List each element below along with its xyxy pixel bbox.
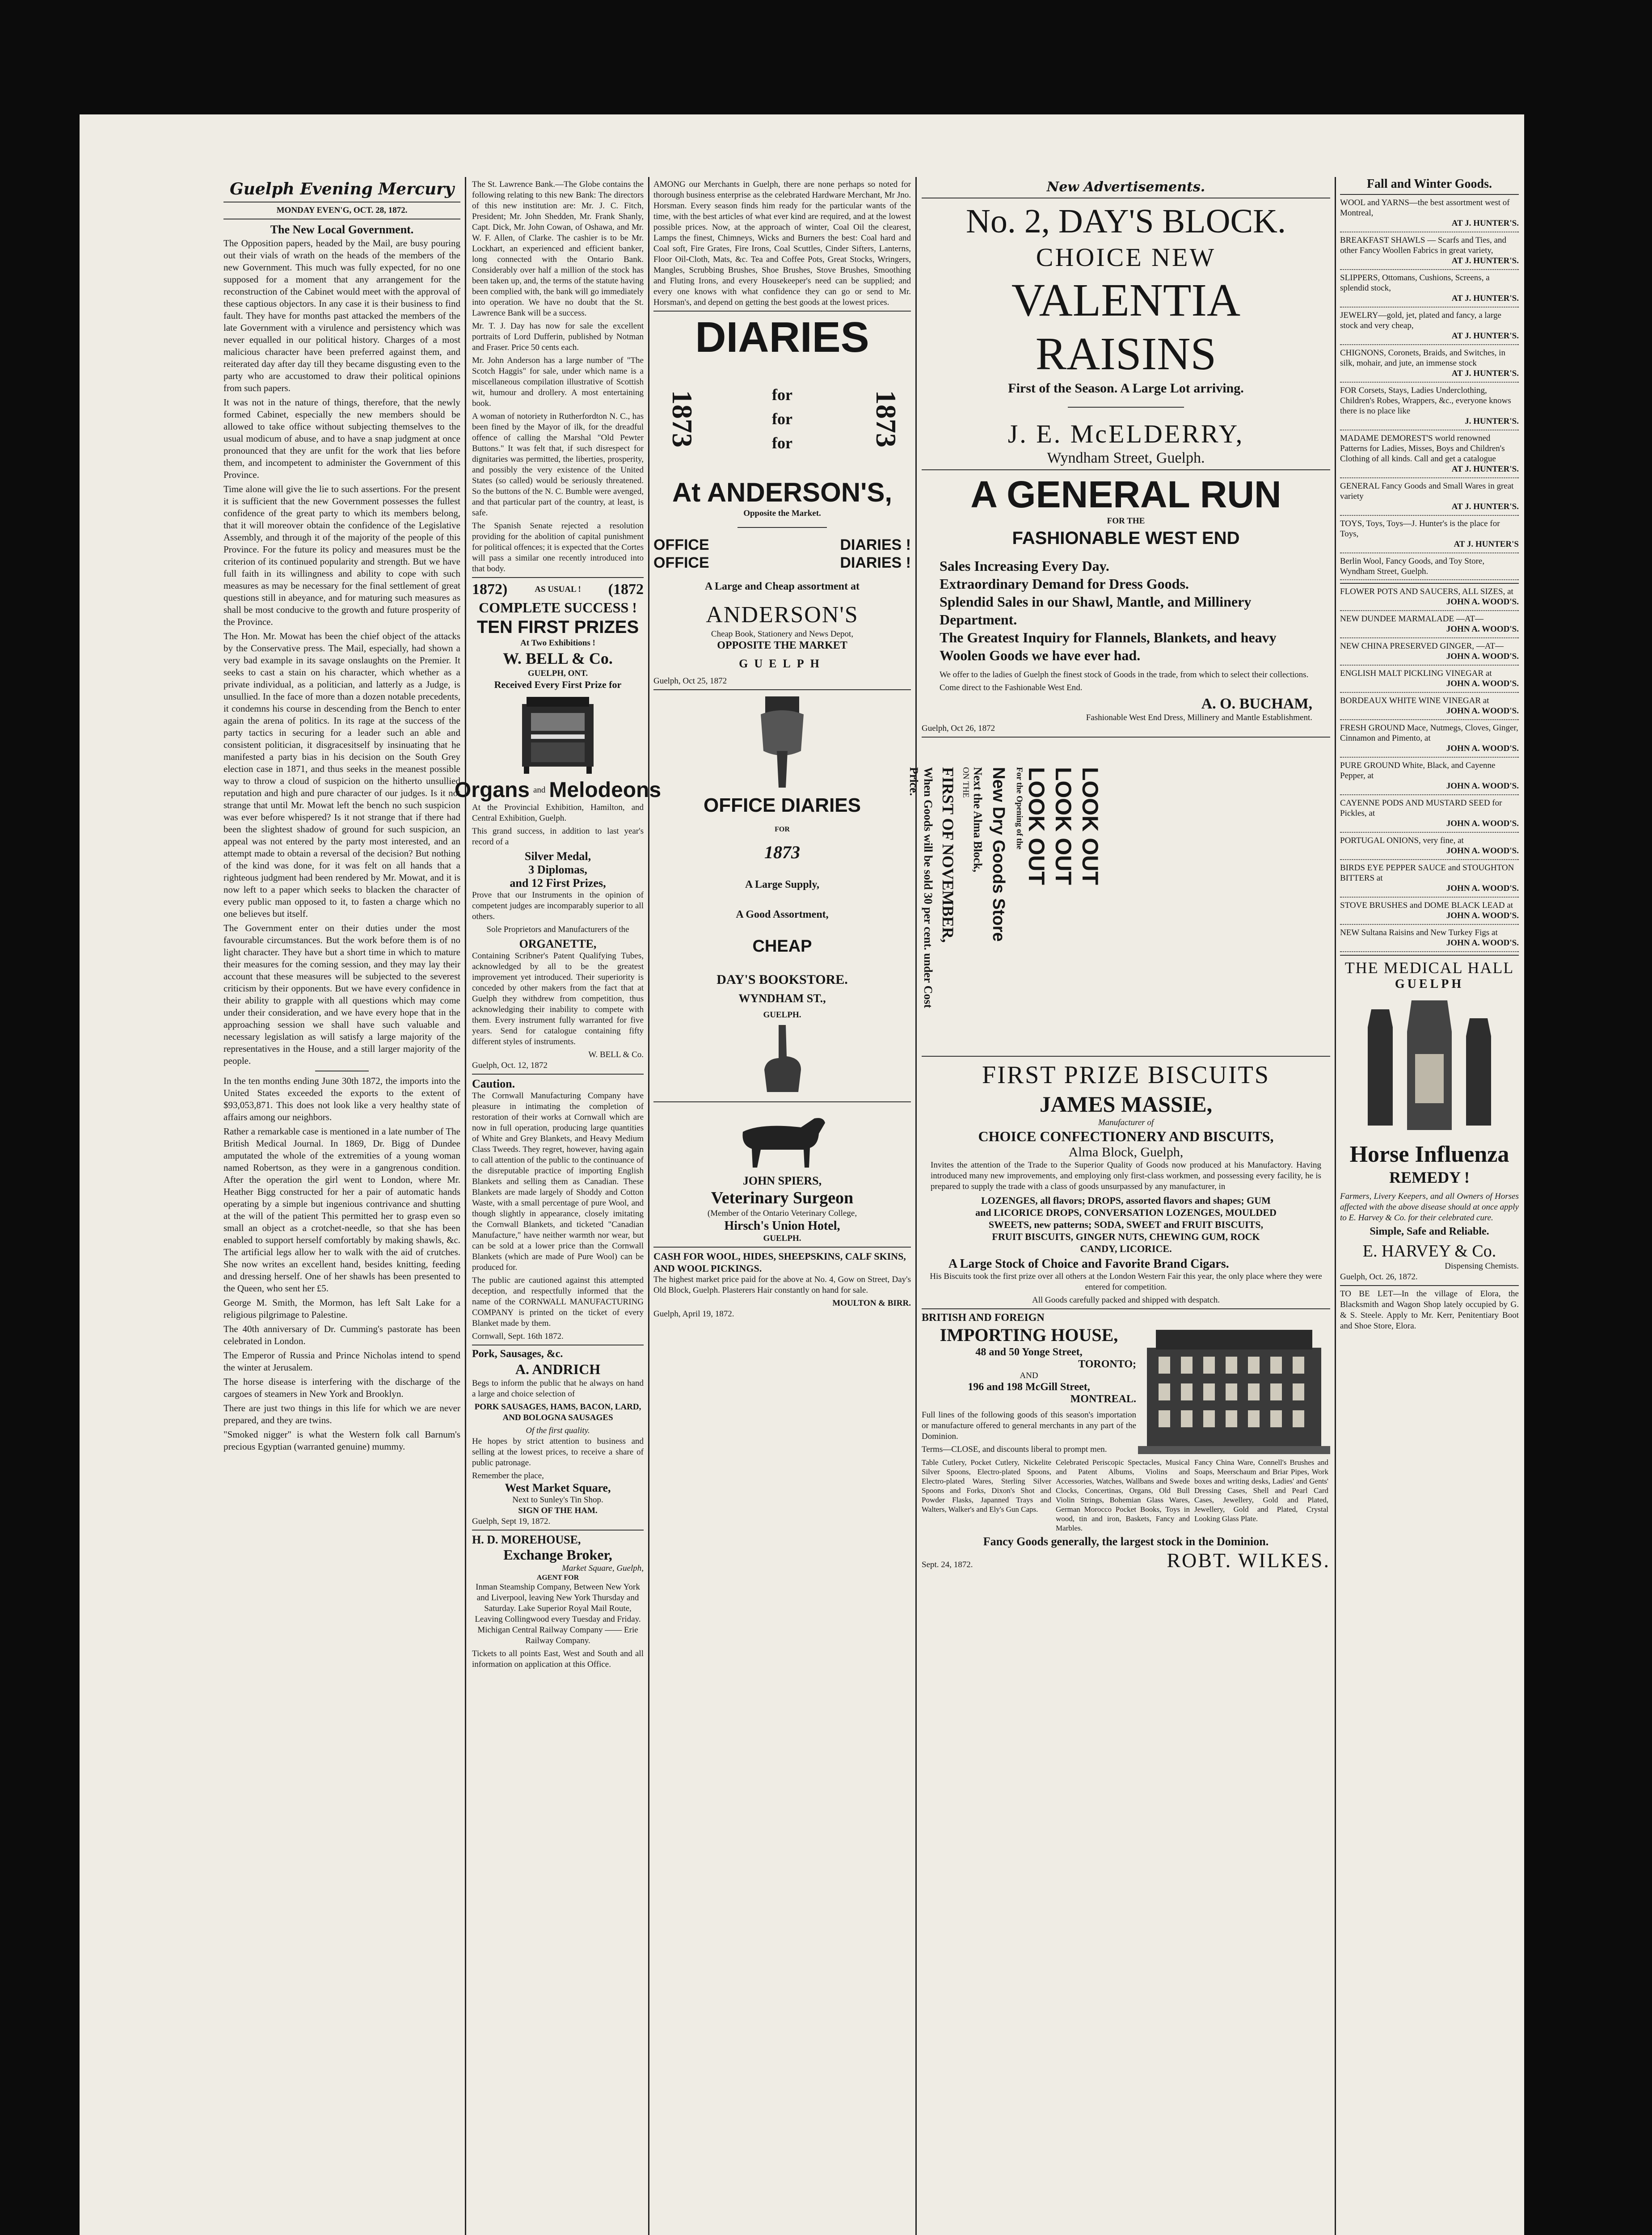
wood-item [1340,668,1519,693]
wood-item-seller: JOHN A. WOOD'S. [1446,652,1519,661]
medical-guelph: GUELPH [1395,977,1464,991]
andrich-hopes: He hopes by strict attention to business and selling at the lowest prices, to receive a share of public patronage. [472,1437,644,1468]
wilkes-toronto: TORONTO; [1078,1358,1136,1370]
hunter-heading: Fall and Winter Goods. [1366,177,1492,191]
wood-item-text: FRESH GROUND Mace, Nutmegs, Cloves, Ginger, Cinnamon and Pimento, at [1340,723,1518,743]
wood-item-text: BIRDS EYE PEPPER SAUCE and STOUGHTON BITTERS at [1340,863,1514,883]
diaries-year-right: 1873 [870,390,902,447]
wilkes-goods-1: Table Cutlery, Pocket Cutlery, Nickelite Silver Spoons, Electro-plated Spoons, Electro-plated Wares, Sterling Silver Spoons and Forks, Dixon's Shot and Powder Flasks, Japanned Trays and Walters, Walker's and Ely's Gun Caps. [922,1458,1051,1514]
article-paragraph: It was not in the nature of things, therefore, that the newly formed Cabinet, especially the new members should be allowed to take office without subjecting themselves to the usual modicum of abuse, and to have a snap judgment at once pronounced that they are unfit for the work that lies before them, and incompetent to administer the Government of this Province. [223,397,460,480]
hunter-item-text: SLIPPERS, Ottomans, Cushions, Screens, a splendid stock, [1340,273,1490,293]
ad-bell-organs [454,581,662,1071]
spiers-name: JOHN SPIERS, [742,1174,822,1187]
office-word: OFFICE [653,536,709,553]
column-editorial [223,179,460,2235]
wood-item [1340,586,1519,611]
ad-bucham-west-end [922,473,1330,734]
morehouse-title: Exchange Broker, [503,1547,612,1563]
ad-spiers-veterinary [653,1105,911,1244]
news-item: The 40th anniversary of Dr. Cumming's pastorate has been celebrated in London. [223,1324,460,1346]
massie-conf: CHOICE CONFECTIONERY AND BISCUITS, [978,1128,1274,1144]
first-of-november: FIRST OF NOVEMBER, [939,767,957,943]
cash-date: Guelph, April 19, 1872. [653,1309,734,1319]
harvey-name: E. HARVEY & Co. [1362,1242,1496,1261]
hunter-item [1340,235,1519,270]
wilkes-and: AND [1020,1371,1038,1380]
wood-item-seller: JOHN A. WOOD'S. [1446,846,1519,856]
days-bookstore: DAY'S BOOKSTORE. [716,972,848,987]
new-ads-heading: New Advertisements. [1046,179,1205,195]
lookout-when: When Goods will be sold 30 per cent. under Cost Price. [907,767,935,1008]
horse-illustration [653,1105,911,1172]
bucham-name: A. O. BUCHAM, [1201,696,1312,712]
mcelderry-street: Wyndham Street, Guelph. [1047,450,1205,466]
hunter-list [1340,198,1519,580]
bell-proves: Prove that our Instruments in the opinion of competent judges are incomparably superior to all others. [472,890,644,921]
wood-item-text: ENGLISH MALT PICKLING VINEGAR at [1340,669,1492,678]
bell-grand: This grand success, in addition to last year's record of a [472,827,644,847]
spiers-title: Veterinary Surgeon [711,1189,854,1207]
column-stationery-ads [653,179,911,2235]
wood-item-seller: JOHN A. WOOD'S. [1446,624,1519,634]
wood-item-seller: JOHN A. WOOD'S. [1446,884,1519,893]
hunter-item-text: MADAME DEMOREST'S world renowned Patterns for Ladies, Misses, Boys and Children's Clothing of all kinds. Call and get a catalogue [1340,434,1505,464]
wilkes-date: Sept. 24, 1872. [922,1560,973,1569]
column-new-advertisements [907,179,1330,2235]
horse-influenza: Horse Influenza [1349,1142,1509,1167]
spiers-hotel: Hirsch's Union Hotel, [724,1219,840,1233]
column-shop-notices [1340,177,1519,2235]
harvey-date: Guelph, Oct. 26, 1872. [1340,1272,1418,1282]
hunter-item-text: JEWELRY—gold, jet, plated and fancy, a large stock and very cheap, [1340,311,1501,330]
bucham-line: The Greatest Inquiry for Flannels, Blankets, and heavy Woolen Goods we have ever had. [940,629,1277,663]
news-item: Mr. T. J. Day has now for sale the excellent portraits of Lord Dufferin, published by Notman and Fraser. Price 50 cents each. [472,321,644,352]
wood-item [1340,614,1519,638]
wilkes-terms: Terms—CLOSE, and discounts liberal to prompt men. [922,1445,1107,1454]
article-heading: The New Local Government. [270,223,414,236]
wood-item [1340,835,1519,860]
ad-days-bookstore [653,693,911,1099]
wood-item-seller: JOHN A. WOOD'S. [1446,597,1519,607]
andrich-begs: Begs to inform the public that he always on hand a large and choice selection of [472,1379,644,1399]
hunter-item [1340,348,1519,383]
ad-medical-hall [1340,958,1519,1282]
bucham-line: Extraordinary Demand for Dress Goods. [940,576,1189,592]
anderson-name: ANDERSON'S [706,602,859,628]
wood-item-text: STOVE BRUSHES and DOME BLACK LEAD at [1340,901,1513,910]
wilkes-goods-3: Fancy China Ware, Connell's Brushes and Soaps, Meerschaum and Briar Pipes, Work boxes and writing desks, Ladies' and Gents' Dressing Cases, Shell and Pearl Card Cases, Jewellery, Gold and Plated, Jewellery, Gold and Plated, Crystal Looking Glass Plate. [1194,1458,1328,1523]
massie-alma: Alma Block, Guelph, [1068,1145,1184,1160]
wood-item-seller: JOHN A. WOOD'S. [1446,744,1519,753]
lookout-alma: Next the Alma Block, [971,767,984,873]
hunter-item-text: CHIGNONS, Coronets, Braids, and Switches, in silk, mohair, and jute, an immense stock [1340,348,1505,368]
wood-item [1340,863,1519,898]
article-paragraph: The Hon. Mr. Mowat has been the chief object of the attacks by the Conservative press. The Mail, especially, had shown a very bad example in its savage onslaughts on the Premier. It seeks to cast a stain on his character, which whether as a private individual, as a politician, and latterly as a Judge, is unsullied. In the face of more than a dozen notable precedents, it condemns his course in descending from the Bench to enter again the arena of politics. In its rage at the success of the party tactics in securing for a leader such an able and consistent politician, it disgracesitself by insinuating that he manifested a party bias in his decision on the South Grey election case in 1871, and thus seeks in the meanest possible way to throw a cloud of suspicion on the hitherto unsullied reputation and high and pure character of our judges. Is it not strange that until Mr. Mowat left the bench no such suspicion was ever before whispered? Is it not strange that if there had been the slightest shadow of ground for such suspicion, an appeal was not entered by the party most interested, and an attempt made to obtain a reversal of the decision? But nothing of the kind was done, for it was felt on all hands that a righteous judgment had been rendered by Mr. Mowat, and it is now left to a paper which seeks to blacken the character of every public man opposed to it, to fasten a charge which no one believes but itself. [223,631,460,919]
bell-and: and [533,785,546,795]
morehouse-lines: Inman Steamship Company, Between New York and Liverpool, leaving New York Thursday and Saturday. Lake Superior Royal Mail Route, Leaving Collingwood every Tuesday and Friday. Michigan Central Railway Company —— Erie Railway Company. [475,1582,641,1645]
ad-wilkes-importing [922,1312,1330,1572]
days-supply: A Large Supply, [745,879,820,890]
diaries-word: DIARIES ! [840,536,911,553]
wood-item [1340,641,1519,666]
bell-received: Received Every First Prize for [494,679,622,690]
column-rule [648,177,649,2235]
andrich-items: PORK SAUSAGES, HAMS, BACON, LARD, AND BOLOGNA SAUSAGES [474,1402,641,1422]
wood-item-text: CAYENNE PODS AND MUSTARD SEED for Pickles, at [1340,798,1502,818]
ad-diaries-anderson [653,314,911,687]
hunter-item [1340,310,1519,345]
massie-name: JAMES MASSIE, [1039,1092,1213,1117]
anderson-at: At ANDERSON'S, [672,477,893,507]
wood-item-seller: JOHN A. WOOD'S. [1446,781,1519,791]
massie-cigars: A Large Stock of Choice and Favorite Brand Cigars. [948,1257,1229,1271]
wilkes-montreal: MONTREAL. [1070,1393,1136,1405]
hunter-item-text: TOYS, Toys, Toys—J. Hunter's is the place for Toys, [1340,519,1500,539]
massie-took: His Biscuits took the first prize over all others at the London Western Fair this year, the only place where they were entered for competition. [930,1272,1322,1292]
days-cheap: CHEAP [752,937,812,956]
bell-exhibition-text: At the Provincial Exhibition, Hamilton, and Central Exhibition, Guelph. [472,803,644,823]
column-rule [915,177,917,2235]
medicine-bottles-illustration [1340,991,1519,1139]
caution-body2: The public are cautioned against this attempted deception, and respectfully informed that the name of the CORNWALL MANUFACTURING COMPANY is printed on the ticket of every Blanket made by them. [472,1276,644,1328]
hunter-item-seller: AT J. HUNTER'S. [1451,294,1519,303]
news-item: Rather a remarkable case is mentioned in a late number of The British Medical Journal. In 1869, Dr. Bigg of Dundee amputated the whole of the extremities of a young woman named Robertson, as they were in a gangrenous condition. After the operation the girl went to London, where Mr. Heather Bigg constructed for her a pair of automatic hands operating by a simple but ingenious contrivance and shutting at the will of the patient This permitted her to grasp even so small an object as a crotchet-needle, so that she has been enabled to support herself comfortably by making shawls, &c. The artificial legs allow her to walk with the aid of crutches. She now writes an excellent hand, besides knitting, feeding and dressing herself. One of her shawls has been presented to the Queen, who sent her £5. [223,1126,460,1294]
hunter-item [1340,198,1519,232]
mcelderry-name: J. E. McELDERRY, [1007,419,1244,448]
horse-farmers: Farmers, Livery Keepers, and all Owners of Horses affected with the above disease should at once apply to E. Harvey & Co. for their celebrated cure. [1340,1192,1519,1223]
ad-cash-for-wool [653,1250,911,1320]
andrich-name: A. ANDRICH [515,1361,601,1377]
hunter-item [1340,556,1519,580]
wood-list [1340,586,1519,952]
bucham-come: Come direct to the Fashionable West End. [940,683,1083,692]
ad-massie-biscuits [922,1059,1330,1306]
office-diaries-for: FOR [775,826,790,833]
news-item: In the ten months ending June 30th 1872, the imports into the United States exceeded the exports to the extent of $93,053,871. This does not look like a very healthy state of affairs among our neighbors. [223,1075,460,1122]
hunter-item-seller: AT J. HUNTER'S. [1451,256,1519,266]
wilkes-goods-2: Celebrated Periscopic Spectacles, Musical and Patent Albums, Violins and Accessories, Watches, Wallbans and Swede Clocks, Concertinas, Organs, Old Bull Violin Strings, Bohemian Glass Wares, German Morocco Pocket Books, Toys in wood, tin and iron, Baskets, Fancy and Marbles. [1056,1458,1190,1532]
lookout-on-the: ON THE [961,767,970,798]
andrich-date: Guelph, Sept 19, 1872. [472,1517,551,1526]
bell-sole: Sole Proprietors and Manufacturers of the [486,925,629,934]
news-item: A woman of notoriety in Rutherfordton N. C., has been fined by the Mayor of ilk, for the dreadful offence of calling the Marshal "Old Pewter Buttons." It was felt that, if such disrespect for dignitaries was permitted, the liberties, prosperity, and possibly the very existence of the United States (so called) would be seriously threatened. So the buttons of the N. C. Bumble were avenged, and that particular part of the country, at least, is safe. [472,412,644,518]
wood-item [1340,723,1519,758]
column-rule [465,177,466,2235]
wood-item [1340,928,1519,952]
bell-melodeons: Melodeons [549,778,662,802]
news-item: The Spanish Senate rejected a resolution providing for the abolition of capital punishment for political offences; it is expected that the Cortes will pass a similar one recently introduced into that body. [472,521,644,574]
spiers-member: (Member of the Ontario Veterinary College, [707,1209,857,1218]
bell-success: COMPLETE SUCCESS ! [479,599,637,616]
building-illustration [1138,1316,1330,1459]
masthead-dateline: MONDAY EVEN'G, OCT. 28, 1872. [276,206,408,215]
massie-lozenges: LOZENGES, all flavors; DROPS, assorted flavors and shapes; GUM and LICORICE DROPS, CONVERSATION LOZENGES, MOULDED SWEETS, new patterns; SODA, SWEET and FRUIT BISCUITS, FRUIT BISCUITS, GINGER NUTS, CHEWING GUM, ROCK CANDY, LICORICE. [975,1195,1277,1254]
hunter-item-seller: J. HUNTER'S. [1465,417,1519,426]
days-guelph: GUELPH. [763,1010,801,1020]
lookout-opening: For the Opening of the [1015,767,1024,850]
office-diaries: OFFICE DIARIES [703,794,861,816]
caution-head: Caution. [472,1077,515,1090]
choice-new: CHOICE NEW [1036,243,1216,272]
horse-simple: Simple, Safe and Reliable. [1370,1226,1489,1237]
column-news-ads [454,179,662,2235]
bell-prizes: TEN FIRST PRIZES [476,617,639,637]
wilkes-importing: IMPORTING HOUSE, [940,1325,1118,1345]
bell-sign: W. BELL & Co. [588,1050,644,1059]
wilkes-yonge: 48 and 50 Yonge Street, [975,1346,1083,1358]
bucham-establishment: Fashionable West End Dress, Millinery and Mantle Establishment. [1086,713,1312,722]
hunter-item [1340,481,1519,516]
wilkes-british: BRITISH AND FOREIGN [922,1312,1045,1324]
wilkes-fancy: Fancy Goods generally, the largest stock in the Dominion. [983,1535,1269,1548]
new-dry-goods-store: New Dry Goods Store [989,767,1008,942]
anderson-large: A Large and Cheap assortment at [705,581,860,592]
hunter-item [1340,519,1519,553]
news-item: The St. Lawrence Bank.—The Globe contains the following relating to this new Bank: The directors of this new institution are: Mr. J. C. Fitch, President; Mr. John Shedden, Mr. Frank Shanly, Capt. Dick, Mr. John Cowan, of Oshawa, and Mr. W. F. Allen, of Clarke. The cashier is to be Mr. Lockhart, an experienced and efficient banker, long connected with the Ontario Bank. Considerably over half a million of the stock has been taken up, and, the terms of the statute having been complied with, the bank will go immediately into operation. We have no doubt that the St. Lawrence Bank will be a success. [472,180,644,318]
masthead-title: Guelph Evening Mercury [229,180,455,198]
days-wyndham: WYNDHAM ST., [738,992,826,1005]
diaries-heading: DIARIES [695,313,869,361]
diaries-for: for [772,434,792,452]
wood-item-text: FLOWER POTS AND SAUCERS, ALL SIZES, at [1340,587,1513,596]
andrich-remember: Remember the place, [472,1471,544,1480]
bell-organette: ORGANETTE, [519,937,597,950]
wilkes-name: ROBT. WILKES. [1167,1549,1330,1572]
anderson-cheap: Cheap Book, Stationery and News Depot, [711,629,854,639]
bell-silver: Silver Medal, [524,850,591,863]
raisins-first: First of the Season. A Large Lot arriving. [1008,381,1244,396]
ad-mcelderry-raisins [922,201,1330,467]
bucham-date: Guelph, Oct 26, 1872 [922,724,995,733]
bell-name: W. BELL & Co. [503,649,613,667]
column-rule [1335,177,1336,2235]
andrich-head: Pork, Sausages, &c. [472,1348,563,1360]
newspaper-page [80,114,1524,2235]
wood-item-text: BORDEAUX WHITE WINE VINEGAR at [1340,696,1489,705]
lookout-1: LOOK OUT [1078,767,1103,885]
horse-remedy: REMEDY ! [1389,1168,1470,1186]
bell-exhibitions: At Two Exhibitions ! [520,638,595,648]
andrich-place: West Market Square, [505,1481,611,1494]
days-block: No. 2, DAY'S BLOCK. [965,202,1286,240]
wood-item [1340,900,1519,925]
caution-date: Cornwall, Sept. 16th 1872. [472,1332,564,1341]
office-word: OFFICE [653,554,709,571]
morehouse-agent: AGENT FOR [536,1574,579,1581]
bell-scribner: Containing Scribner's Patent Qualifying Tubes, acknowledged by all to be the greatest improvement yet introduced. Their superiority is conceded by other makers from the fact that at Guelph they withdrew from competition, thus acknowledging their inability to compete with them. Every instrument fully warranted for five years. Send for catalogue containing fifty different styles of instruments. [472,951,644,1046]
cash-sign: MOULTON & BIRR. [832,1299,911,1308]
anderson-date: Guelph, Oct 25, 1872 [653,676,727,686]
news-item: Mr. John Anderson has a large number of "The Scotch Haggis" for sale, under which name is a miscellaneous compilation illustrative of Scottish wit, humour and drollery. A most entertaining book. [472,356,644,408]
wood-item-seller: JOHN A. WOOD'S. [1446,819,1519,828]
hunter-item-text: Berlin Wool, Fancy Goods, and Toy Store, Wyndham Street, Guelph. [1340,557,1485,576]
news-item: There are just two things in this life for which we are never prepared, and they are twins. [223,1403,460,1425]
morehouse-loc: Market Square, Guelph, [562,1564,644,1573]
bell-date: Guelph, Oct. 12, 1872 [472,1061,548,1070]
to-be-let: TO BE LET—In the village of Elora, the Blacksmith and Wagon Shop lately occupied by G. & S. Steele. Apply to Mr. Kerr, Penitentiary Boot and Shoe Store, Elora. [1340,1289,1519,1331]
general-run: A GENERAL RUN [970,473,1281,515]
diaries-for: for [772,386,792,404]
morehouse-name: H. D. MOREHOUSE, [472,1533,581,1546]
news-item: The horse disease is interfering with the discharge of the cargoes of steamers in New York and Brooklyn. [223,1376,460,1399]
morehouse-tickets: Tickets to all points East, West and South and all information on application at this Office. [472,1649,644,1669]
bell-as-usual: AS USUAL ! [535,585,581,594]
horsman-notice: AMONG our Merchants in Guelph, there are none perhaps so noted for thorough business enterprise as the celebrated Hardware Merchant, Mr Jno. Horsman. Every season finds him ready for the particular wants of the time, with the best articles of what ever kind are required, and at the lowest possible prices. Now, at the approach of winter, Coal Oil the clearest, Lamps the finest, Chimneys, Wicks and Burners the best: Coal hard and Coal soft, Fire Grates, Fire Irons, Coal Scuttles, Cinder Sifters, Lanterns, Floor Oil-Cloth, Mats, &c. Tea and Coffee Pots, Great Stocks, Wringers, Mangles, Scrubbing Brushes, Shoe Brushes, Stove Brushes, Smoothing and Fluting Irons, and every Housekeeper's need can be supplied; and every one knows with what confidence they can go or send to Mr. Horsman's, and depend on getting the best goods at the lowest prices. [653,180,911,307]
days-assort: A Good Assortment, [736,909,829,920]
hunter-item-text: BREAKFAST SHAWLS — Scarfs and Ties, and other Fancy Woollen Fabrics in great variety, [1340,236,1506,255]
hunter-item-text: FOR Corsets, Stays, Ladies Underclothing, Children's Robes, Wrappers, &c., everyone knows there is no place like [1340,386,1511,416]
wood-item-text: PURE GROUND White, Black, and Cayenne Pepper, at [1340,761,1496,780]
hunter-item-seller: AT J. HUNTER'S. [1451,219,1519,228]
hunter-item-text: GENERAL Fancy Goods and Small Wares in great variety [1340,481,1514,501]
wood-item-text: NEW Sultana Raisins and New Turkey Figs at [1340,928,1498,937]
first-prize-biscuits: FIRST PRIZE BISCUITS [982,1061,1270,1089]
medical-hall: THE MEDICAL HALL [1344,959,1514,977]
fashionable-west-end: FASHIONABLE WEST END [1012,528,1240,548]
hunter-item [1340,385,1519,430]
news-item: "Smoked nigger" is what the Western folk call Barnum's precious Egyptian (warranted genuine) mummy. [223,1429,460,1452]
bell-diplomas: 3 Diplomas, [528,863,587,876]
andrich-sign: SIGN OF THE HAM. [518,1506,598,1515]
bucham-line: Sales Increasing Every Day. [940,558,1109,574]
cash-head: CASH FOR WOOL, HIDES, SHEEPSKINS, CALF SKINS, AND WOOL PICKINGS. [653,1251,906,1274]
ad-morehouse [472,1533,644,1670]
bucham-line: Splendid Sales in our Shawl, Mantle, and Millinery Department. [940,594,1252,628]
andrich-next: Next to Sunley's Tin Shop. [512,1495,603,1505]
for-the: FOR THE [1107,516,1145,526]
anderson-opposite-market: OPPOSITE THE MARKET [717,640,847,651]
bell-year-right: (1872 [608,581,644,598]
hunter-item-seller: AT J. HUNTER'S. [1451,331,1519,341]
office-diaries-year: 1873 [764,842,800,862]
pointing-hand-icon [653,693,911,791]
hunter-item-seller: AT J. HUNTER'S. [1451,464,1519,474]
anderson-guelph: GUELPH [739,657,826,670]
wilkes-full: Full lines of the following goods of this season's importation or manufacture offered to general merchants in any part of the Dominion. [922,1410,1136,1441]
bucham-offer: We offer to the ladies of Guelph the finest stock of Goods in the trade, from which to select their collections. [940,670,1309,679]
news-item: The Emperor of Russia and Prince Nicholas intend to spend the winter at Jerusalem. [223,1350,460,1373]
hunter-item-seller: AT J. HUNTER'S. [1451,369,1519,378]
caution-body: The Cornwall Manufacturing Company have pleasure in intimating the completion of restoration of their works at Cornwall which are now in full operation, producing large quantities of White and Grey Blankets, and Heavy Medium Class Tweeds. They regret, however, having again to call attention of the public to the continuance of the disreputable practice of importing English Blankets and selling them as Canadian. These Blankets are made largely of Shoddy and Cotton Waste, with a small percentage of pure Wool, and though slightly in appearance, closely imitating the Cornwall Blankets, and ticketed "Canadian Manufacture," have neither warmth nor wear, but can be sold at a lower price than the Cornwall Blankets (which are made of Pure Wool) can be produced for. [472,1091,644,1272]
massie-invites: Invites the attention of the Trade to the Superior Quality of Goods now produced at his Manufactory. Having introduced many new improvements, and employing only first-class workmen, and possessing every facility, he is prepared to supply the trade with a class of goods unsurpassed by any manufacturer, in [931,1160,1321,1191]
wood-item-seller: JOHN A. WOOD'S. [1446,938,1519,948]
diaries-year-left: 1873 [666,390,698,447]
lookout-3: LOOK OUT [1024,767,1049,885]
wood-item-seller: JOHN A. WOOD'S. [1446,706,1519,716]
massie-mfr: Manufacturer of [1098,1118,1154,1127]
anderson-opposite: Opposite the Market. [743,509,821,518]
ad-cornwall-caution [472,1077,644,1342]
wood-item-text: NEW CHINA PRESERVED GINGER, —AT— [1340,641,1504,651]
ad-andrich [472,1348,644,1527]
pointing-hand-up-icon [653,1021,911,1096]
hunter-item-seller: AT J. HUNTER'S [1454,540,1519,549]
article-paragraph: The Government enter on their duties under the most favourable circumstances. But the work before them is of no light character. They have but a short time in which to mature their measures for the coming session, and they may lay their account that these measures will be subjected to the severest criticism by their opponents. But we have every confidence in their ability to grapple with all questions which may come under their consideration, and we have every hope that in the approaching session we shall have such valuable and necessary legislation as will satisfy a large majority of the representatives in the House, and a still larger majority of the people. [223,923,460,1066]
ad-lookout-dry-goods [907,740,1330,1053]
wood-item-seller: JOHN A. WOOD'S. [1446,679,1519,688]
wood-item-text: NEW DUNDEE MARMALADE —AT— [1340,614,1484,624]
cash-body: The highest market price paid for the above at No. 4, Gow on Street, Day's Old Block, Guelph. Plasterers Hair constantly on hand for sale. [653,1275,911,1295]
diaries-word: DIARIES ! [840,554,911,571]
bell-twelve: and 12 First Prizes, [510,877,606,890]
bell-organs: Organs [454,778,530,802]
massie-orders: All Goods carefully packed and shipped with despatch. [1032,1295,1220,1305]
wood-item [1340,696,1519,720]
article-paragraph: Time alone will give the lie to such assertions. For the present it is sufficient that the new Government possesses the fullest confidence of the great party to which its members belong, that it will moreover obtain the confidence of the Legislative Assembly, and through it of the majority of the people of this Province. For the future its policy and measures must be the criterion of its continued popularity and strength. But we have full faith in its willingness and ability to cope with such measures as may be necessary for the final settlement of great questions still in abeyance, and for maturing such measures as shall be most conducive to the growth and future prosperity of the Province. [223,484,460,627]
hunter-item [1340,273,1519,308]
wood-item [1340,760,1519,795]
news-item: George M. Smith, the Mormon, has left Salt Lake for a religious pilgrimage to Palestine. [223,1297,460,1320]
harvey-chem: Dispensing Chemists. [1445,1261,1519,1271]
article-paragraph: The Opposition papers, headed by the Mail, are busy pouring out their vials of wrath on the heads of the members of the new Government. This much was fully expected, for no one supposed for a moment that any arrangement for the reconstruction of the Cabinet would meet with the approval of these captious objectors. In any case it is their business to find fault. They have for months past attacked the members of the late Government with a virulence and persistency which was never equalled in our political history. Charges of a most malicious character have been preferred against them, and reiterated day after day till they became disgusting even to the party who are accustomed to draw their political opinions from such papers. [223,238,460,393]
andrich-quality: Of the first quality. [526,1426,590,1435]
bell-place: GUELPH, ONT. [527,669,588,678]
wood-item [1340,798,1519,833]
valentia-raisins: VALENTIA RAISINS [1011,274,1241,380]
wood-item-text: PORTUGAL ONIONS, very fine, at [1340,836,1464,845]
wood-item-seller: JOHN A. WOOD'S. [1446,911,1519,920]
spiers-guelph: GUELPH. [763,1234,801,1243]
diaries-for: for [772,410,792,428]
hunter-item-text: WOOL and YARNS—the best assortment west of Montreal, [1340,198,1510,218]
organ-illustration [472,691,644,776]
hunter-item [1340,433,1519,478]
lookout-2: LOOK OUT [1051,767,1076,885]
bell-year-left: 1872) [472,581,508,598]
hunter-item-seller: AT J. HUNTER'S. [1451,502,1519,511]
wilkes-mcgill: 196 and 198 McGill Street, [968,1381,1090,1393]
